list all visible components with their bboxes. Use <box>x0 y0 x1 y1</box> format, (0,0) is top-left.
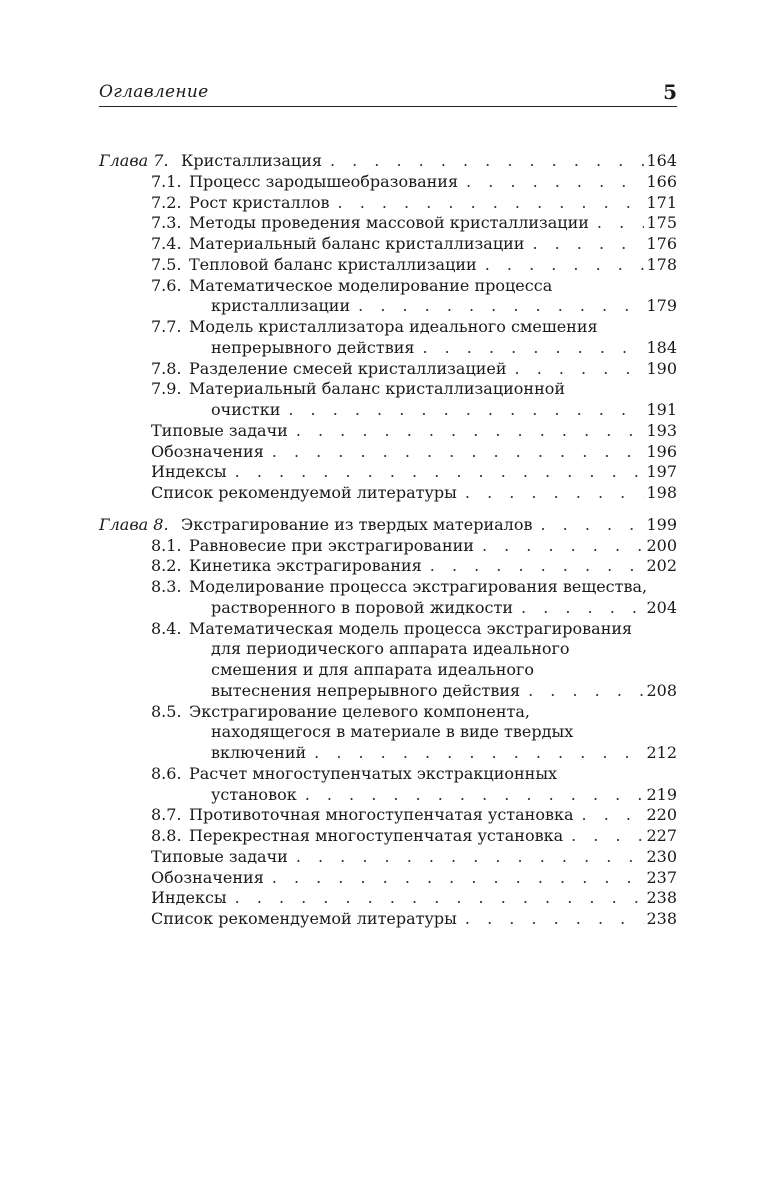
section-page: 238 <box>646 888 677 908</box>
section-page: 227 <box>646 826 677 845</box>
chapter-label: Глава 8. <box>99 514 169 534</box>
section-number: 8.1. <box>151 535 182 555</box>
dot-leader <box>528 681 644 702</box>
chapter-block <box>99 515 677 930</box>
section-title: Материальный баланс кристаллизации <box>189 234 525 253</box>
section-title: Обозначения <box>151 441 264 461</box>
dot-leader <box>430 556 645 577</box>
section-title: Математическая модель процесса экстрагирования <box>189 618 633 638</box>
toc-entry-line <box>99 785 677 806</box>
toc-entry-line <box>99 400 677 421</box>
dot-leader <box>422 338 644 359</box>
section-page: 193 <box>646 420 677 440</box>
toc-entry-line <box>99 442 677 463</box>
section-title: Типовые задачи <box>151 846 288 866</box>
toc-entry-line <box>99 598 677 619</box>
page-number: 5 <box>663 80 677 104</box>
section-number: 7.8. <box>151 358 182 378</box>
section-page: 208 <box>646 680 677 700</box>
dot-leader <box>465 909 645 930</box>
section-title: Кинетика экстрагирования <box>189 556 422 576</box>
running-head-title: Оглавление <box>99 82 209 102</box>
toc-entry-line <box>99 826 677 847</box>
section-number: 8.8. <box>151 826 182 845</box>
toc-entry-line <box>99 483 677 504</box>
dot-leader <box>482 536 645 557</box>
dot-leader <box>540 515 644 536</box>
toc-entry-line <box>99 462 677 483</box>
dot-leader <box>597 213 645 234</box>
dot-leader <box>571 826 644 847</box>
toc-entry-line <box>99 536 677 557</box>
toc-entry-line <box>99 639 677 660</box>
section-title: для периодического аппарата идеального <box>211 639 570 659</box>
toc-entry-line <box>99 743 677 764</box>
toc-entry-line <box>99 172 677 193</box>
toc-entry-line <box>99 317 677 338</box>
section-title: включений <box>211 743 307 762</box>
toc-entry-line <box>99 234 677 255</box>
toc-entry-line <box>99 619 677 640</box>
header-rule <box>99 106 677 107</box>
dot-leader <box>358 296 644 317</box>
dot-leader <box>272 442 645 463</box>
section-title: установок <box>211 784 297 804</box>
section-page: 196 <box>646 441 677 461</box>
toc-entry-line <box>99 193 677 214</box>
dot-leader <box>515 359 645 380</box>
section-title: очистки <box>211 400 281 419</box>
section-title: Модель кристаллизатора идеального смешения <box>189 317 598 336</box>
dot-leader <box>466 172 644 193</box>
toc-entry-line <box>99 909 677 930</box>
toc-entry-line <box>99 276 677 297</box>
section-page: 179 <box>646 296 677 316</box>
toc-entry-line <box>99 421 677 442</box>
section-title: Противоточная многоступенчатая установка <box>189 805 574 825</box>
section-page: 184 <box>646 337 677 357</box>
toc-entry-line <box>99 213 677 234</box>
toc-entry-line <box>99 338 677 359</box>
section-title: растворенного в поровой жидкости <box>211 597 514 617</box>
dot-leader <box>305 785 645 806</box>
section-page: 238 <box>646 909 677 928</box>
dot-leader <box>272 868 645 889</box>
section-title: Процесс зародышеобразования <box>189 171 459 191</box>
toc-entry-line <box>99 805 677 826</box>
section-title: Методы проведения массовой кристаллизации <box>189 213 589 233</box>
section-page: 175 <box>646 213 677 233</box>
toc-entry-line <box>99 379 677 400</box>
dot-leader <box>521 598 644 619</box>
section-page: 166 <box>646 171 677 191</box>
section-title: Разделение смесей кристаллизацией <box>189 358 507 378</box>
section-page: 204 <box>646 597 677 617</box>
toc-entry-line <box>99 888 677 909</box>
section-title: находящегося в материале в виде твердых <box>211 722 574 742</box>
section-number: 7.2. <box>151 192 182 212</box>
section-title: Равновесие при экстрагировании <box>189 535 474 555</box>
chapter-block <box>99 151 677 504</box>
section-number: 7.4. <box>151 234 182 253</box>
section-title: смешения и для аппарата идеального <box>211 660 535 679</box>
section-title: непрерывного действия <box>211 337 415 357</box>
section-title: Обозначения <box>151 867 264 887</box>
toc-entry-line <box>99 556 677 577</box>
section-number: 8.3. <box>151 577 182 596</box>
chapter-page: 199 <box>646 514 677 534</box>
section-title: Список рекомендуемой литературы <box>151 483 457 502</box>
section-number: 7.1. <box>151 171 182 191</box>
section-page: 230 <box>646 846 677 866</box>
toc-entry-line <box>99 296 677 317</box>
section-number: 8.6. <box>151 763 182 783</box>
section-title: Типовые задачи <box>151 420 288 440</box>
dot-leader <box>235 462 645 483</box>
dot-leader <box>296 421 645 442</box>
dot-leader <box>314 743 644 764</box>
chapter-page: 164 <box>646 151 677 170</box>
toc-entry-line <box>99 702 677 723</box>
toc-entry-line <box>99 764 677 785</box>
section-number: 8.2. <box>151 556 182 576</box>
section-title: вытеснения непрерывного действия <box>211 680 521 700</box>
dot-leader <box>235 888 645 909</box>
section-title: Рост кристаллов <box>189 192 330 212</box>
section-number: 8.7. <box>151 805 182 825</box>
dot-leader <box>338 193 645 214</box>
section-title: Материальный баланс кристаллизационной <box>189 379 566 399</box>
section-title: Индексы <box>151 462 227 482</box>
table-of-contents <box>99 151 677 941</box>
chapter-heading <box>99 151 677 172</box>
section-page: 191 <box>646 400 677 419</box>
section-title: Экстрагирование целевого компонента, <box>189 701 530 721</box>
section-page: 212 <box>646 743 677 762</box>
section-number: 7.3. <box>151 213 182 233</box>
dot-leader <box>485 255 645 276</box>
section-page: 202 <box>646 556 677 576</box>
section-number: 7.5. <box>151 254 182 274</box>
dot-leader <box>288 400 644 421</box>
dot-leader <box>582 805 645 826</box>
dot-leader <box>296 847 645 868</box>
dot-leader <box>465 483 645 504</box>
toc-entry-line <box>99 868 677 889</box>
section-title: Математическое моделирование процесса <box>189 275 553 295</box>
section-title: Тепловой баланс кристаллизации <box>189 254 477 274</box>
chapter-label: Глава 7. <box>99 151 169 170</box>
section-number: 8.5. <box>151 701 182 721</box>
section-page: 219 <box>646 784 677 804</box>
section-page: 197 <box>646 462 677 482</box>
section-title: Перекрестная многоступенчатая установка <box>189 826 564 845</box>
toc-entry-line <box>99 359 677 380</box>
section-title: Индексы <box>151 888 227 908</box>
section-page: 190 <box>646 358 677 378</box>
chapter-heading <box>99 515 677 536</box>
chapter-title: Экстрагирование из твердых материалов <box>181 514 533 534</box>
toc-entry-line <box>99 577 677 598</box>
chapter-title: Кристаллизация <box>181 151 322 170</box>
toc-entry-line <box>99 660 677 681</box>
section-page: 198 <box>646 483 677 502</box>
toc-entry-line <box>99 255 677 276</box>
section-page: 237 <box>646 867 677 887</box>
toc-entry-line <box>99 847 677 868</box>
section-title: Расчет многоступенчатых экстракционных <box>189 763 558 783</box>
section-page: 220 <box>646 805 677 825</box>
section-title: кристаллизации <box>211 296 351 316</box>
section-page: 200 <box>646 535 677 555</box>
section-number: 7.6. <box>151 275 182 295</box>
section-number: 8.4. <box>151 618 182 638</box>
page-header <box>99 80 677 106</box>
section-page: 176 <box>646 234 677 253</box>
dot-leader <box>330 151 645 172</box>
toc-entry-line <box>99 681 677 702</box>
dot-leader <box>532 234 644 255</box>
toc-entry-line <box>99 722 677 743</box>
section-page: 171 <box>646 192 677 212</box>
section-page: 178 <box>646 254 677 274</box>
section-number: 7.9. <box>151 379 182 399</box>
section-number: 7.7. <box>151 317 182 336</box>
section-title: Моделирование процесса экстрагирования вещества, <box>189 577 648 596</box>
section-title: Список рекомендуемой литературы <box>151 909 457 928</box>
